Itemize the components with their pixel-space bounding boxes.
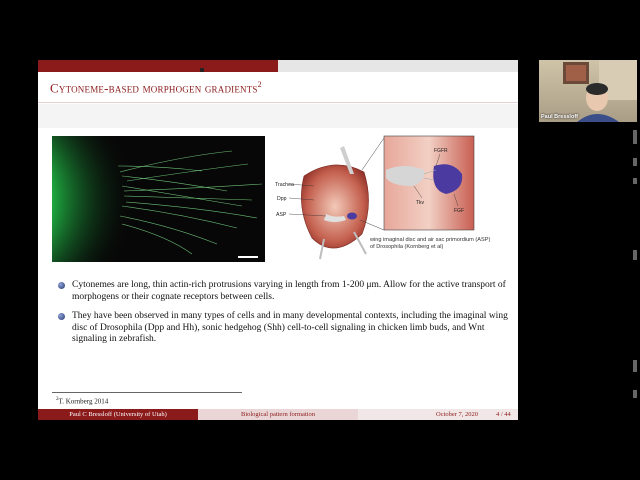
footer-talk-title: Biological pattern formation (198, 409, 358, 420)
bullet-text: They have been observed in many types of cells and in many developmental contexts, including the imaginal wing disc of Drosophila (Dpp and Hh), sonic hedgehog (Shh) cell-to-cell signaling in chicken limb buds, and Wnt signaling in zebrafish. (72, 311, 508, 345)
edge-mark (633, 178, 637, 184)
edge-mark (633, 250, 637, 260)
participant-name: Paul Bressloff (541, 114, 578, 120)
mouse-pointer (200, 68, 204, 72)
label-tkv: Tkv (416, 200, 425, 206)
title-footnote-mark: 2 (257, 80, 262, 89)
label-dpp: Dpp (277, 196, 287, 202)
micrograph-image (52, 136, 265, 262)
footer-right (358, 409, 518, 420)
slide-footer (38, 409, 518, 420)
diagram-caption: wing imaginal disc and air sac primordium (ASP) of Drosophila (Kornberg et al) (370, 237, 491, 250)
cytoneme-micrograph (52, 136, 265, 262)
participant-video-tile[interactable] (539, 60, 637, 122)
bullet-dot-icon (58, 313, 65, 320)
footnote-mark: 2 (56, 397, 59, 402)
right-edge-strip (630, 130, 640, 420)
footnote (56, 397, 108, 405)
slide-title (50, 80, 262, 96)
bullet-list (58, 280, 508, 354)
bullet-text: Cytonemes are long, thin actin-rich protrusions varying in length from 1-200 μm. Allow for the active transport of morphogens or their cognate receptors between cells. (72, 280, 506, 302)
slide-top-bar-light (278, 60, 518, 72)
footnote-text: T. Kornberg 2014 (58, 397, 109, 406)
title-band (38, 104, 518, 128)
footer-author: Paul C Bressloff (University of Utah) (38, 409, 198, 420)
label-trachea: Trachea (275, 182, 294, 188)
label-fgfr: FGFR (434, 148, 448, 154)
bullet-item (58, 280, 508, 303)
presentation-slide (38, 60, 518, 420)
bullet-item (58, 311, 508, 346)
footer-page-number: 4 / 44 (496, 411, 511, 418)
participant-video-feed (539, 60, 637, 122)
slide-top-bar (38, 60, 278, 72)
label-asp: ASP (276, 212, 287, 218)
footnote-divider (52, 392, 242, 393)
edge-mark (633, 158, 637, 166)
bullet-dot-icon (58, 282, 65, 289)
title-divider (38, 102, 518, 103)
edge-mark (633, 130, 637, 144)
footer-date: October 7, 2020 (436, 411, 479, 418)
wing-disc-diagram (274, 134, 506, 264)
label-fgf: FGF (454, 208, 464, 214)
slide-title-text: Cytoneme-based morphogen gradients (50, 80, 258, 96)
edge-mark (633, 360, 637, 372)
edge-mark (633, 390, 637, 398)
